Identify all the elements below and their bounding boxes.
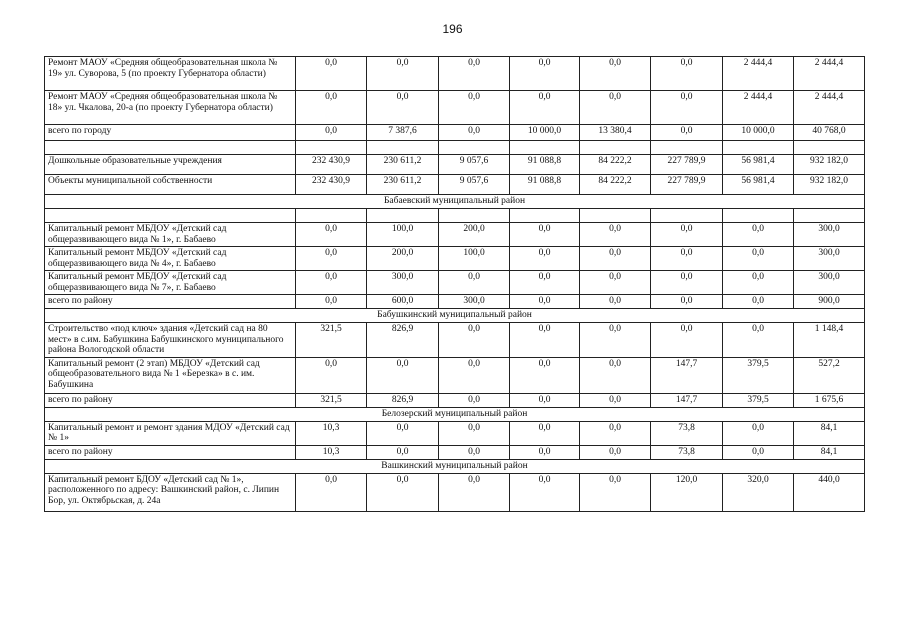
table-row — [45, 57, 865, 91]
value-cell: 40 768,0 — [794, 125, 865, 141]
value-cell: 300,0 — [439, 295, 510, 309]
empty-cell — [510, 141, 580, 155]
empty-cell — [45, 141, 296, 155]
table-row — [45, 91, 865, 125]
value-cell: 0,0 — [367, 91, 439, 125]
value-cell: 0,0 — [510, 57, 580, 91]
value-cell: 0,0 — [651, 271, 723, 295]
empty-cell — [723, 141, 794, 155]
value-cell: 230 611,2 — [367, 175, 439, 195]
empty-cell — [510, 209, 580, 223]
value-cell: 0,0 — [296, 223, 367, 247]
value-cell: 0,0 — [510, 473, 580, 511]
value-cell: 0,0 — [580, 57, 651, 91]
value-cell: 0,0 — [580, 421, 651, 445]
value-cell: 0,0 — [439, 473, 510, 511]
empty-cell — [439, 141, 510, 155]
value-cell: 0,0 — [723, 421, 794, 445]
value-cell: 527,2 — [794, 357, 865, 393]
value-cell: 91 088,8 — [510, 175, 580, 195]
value-cell: 230 611,2 — [367, 155, 439, 175]
row-name: Капитальный ремонт МБДОУ «Детский сад общеразвивающего вида № 4», г. Бабаево — [45, 247, 296, 271]
value-cell: 932 182,0 — [794, 175, 865, 195]
value-cell: 0,0 — [439, 57, 510, 91]
row-name: Капитальный ремонт МБДОУ «Детский сад общеразвивающего вида № 7», г. Бабаево — [45, 271, 296, 295]
value-cell: 0,0 — [510, 357, 580, 393]
section-title: Белозерский муниципальный район — [45, 407, 865, 421]
value-cell: 0,0 — [439, 323, 510, 358]
value-cell: 320,0 — [723, 473, 794, 511]
value-cell: 379,5 — [723, 357, 794, 393]
value-cell: 0,0 — [296, 271, 367, 295]
value-cell: 0,0 — [510, 445, 580, 459]
value-cell: 0,0 — [580, 323, 651, 358]
value-cell: 0,0 — [296, 57, 367, 91]
value-cell: 0,0 — [723, 445, 794, 459]
value-cell: 2 444,4 — [794, 91, 865, 125]
value-cell: 0,0 — [723, 323, 794, 358]
empty-cell — [794, 209, 865, 223]
value-cell: 826,9 — [367, 323, 439, 358]
value-cell: 300,0 — [794, 247, 865, 271]
section-row — [45, 459, 865, 473]
value-cell: 0,0 — [510, 421, 580, 445]
value-cell: 100,0 — [439, 247, 510, 271]
value-cell: 0,0 — [439, 445, 510, 459]
empty-cell — [296, 209, 367, 223]
value-cell: 900,0 — [794, 295, 865, 309]
value-cell: 0,0 — [651, 323, 723, 358]
value-cell: 0,0 — [296, 357, 367, 393]
section-title: Бабушкинский муниципальный район — [45, 309, 865, 323]
empty-cell — [367, 141, 439, 155]
value-cell: 0,0 — [439, 91, 510, 125]
table-row — [45, 323, 865, 358]
row-name: Капитальный ремонт БДОУ «Детский сад № 1», расположенного по адресу: Вашкинский район, с. Липин Бор, ул. Октябрьская, д. 24а — [45, 473, 296, 511]
value-cell: 0,0 — [367, 421, 439, 445]
value-cell: 84,1 — [794, 421, 865, 445]
table-row — [45, 393, 865, 407]
value-cell: 826,9 — [367, 393, 439, 407]
value-cell: 0,0 — [510, 295, 580, 309]
value-cell: 0,0 — [510, 323, 580, 358]
value-cell: 232 430,9 — [296, 155, 367, 175]
value-cell: 0,0 — [439, 357, 510, 393]
row-name: Строительство «под ключ» здания «Детский сад на 80 мест» в с.им. Бабушкина Бабушкинского муниципального района Вологодской области — [45, 323, 296, 358]
empty-cell — [367, 209, 439, 223]
value-cell: 10,3 — [296, 421, 367, 445]
value-cell: 0,0 — [510, 393, 580, 407]
value-cell: 227 789,9 — [651, 175, 723, 195]
table-row — [45, 473, 865, 511]
value-cell: 200,0 — [367, 247, 439, 271]
empty-cell — [651, 209, 723, 223]
value-cell: 147,7 — [651, 393, 723, 407]
value-cell: 0,0 — [510, 271, 580, 295]
section-row — [45, 407, 865, 421]
value-cell: 0,0 — [510, 247, 580, 271]
value-cell: 2 444,4 — [723, 91, 794, 125]
value-cell: 2 444,4 — [723, 57, 794, 91]
value-cell: 9 057,6 — [439, 155, 510, 175]
value-cell: 200,0 — [439, 223, 510, 247]
row-name: всего по району — [45, 295, 296, 309]
table-row — [45, 155, 865, 175]
value-cell: 9 057,6 — [439, 175, 510, 195]
value-cell: 0,0 — [367, 445, 439, 459]
value-cell: 91 088,8 — [510, 155, 580, 175]
value-cell: 227 789,9 — [651, 155, 723, 175]
value-cell: 0,0 — [723, 295, 794, 309]
value-cell: 600,0 — [367, 295, 439, 309]
value-cell: 147,7 — [651, 357, 723, 393]
value-cell: 0,0 — [296, 295, 367, 309]
row-name: Ремонт МАОУ «Средняя общеобразовательная школа № 18» ул. Чкалова, 20-а (по проекту Губернатора области) — [45, 91, 296, 125]
row-name: всего по району — [45, 445, 296, 459]
blank-row — [45, 141, 865, 155]
value-cell: 100,0 — [367, 223, 439, 247]
empty-cell — [651, 141, 723, 155]
table-row — [45, 125, 865, 141]
value-cell: 0,0 — [367, 473, 439, 511]
row-name: всего по городу — [45, 125, 296, 141]
value-cell: 56 981,4 — [723, 155, 794, 175]
value-cell: 120,0 — [651, 473, 723, 511]
table-row — [45, 445, 865, 459]
empty-cell — [580, 209, 651, 223]
value-cell: 73,8 — [651, 421, 723, 445]
value-cell: 0,0 — [580, 247, 651, 271]
table-row — [45, 247, 865, 271]
value-cell: 10 000,0 — [510, 125, 580, 141]
value-cell: 321,5 — [296, 393, 367, 407]
value-cell: 10,3 — [296, 445, 367, 459]
value-cell: 0,0 — [296, 91, 367, 125]
page-number: 196 — [442, 22, 463, 36]
empty-cell — [45, 209, 296, 223]
value-cell: 0,0 — [439, 271, 510, 295]
value-cell: 0,0 — [296, 247, 367, 271]
value-cell: 0,0 — [580, 473, 651, 511]
empty-cell — [296, 141, 367, 155]
budget-table — [44, 56, 865, 512]
value-cell: 440,0 — [794, 473, 865, 511]
value-cell: 0,0 — [580, 357, 651, 393]
value-cell: 2 444,4 — [794, 57, 865, 91]
value-cell: 0,0 — [651, 247, 723, 271]
value-cell: 0,0 — [651, 91, 723, 125]
value-cell: 0,0 — [580, 91, 651, 125]
value-cell: 0,0 — [439, 393, 510, 407]
value-cell: 0,0 — [723, 271, 794, 295]
value-cell: 84 222,2 — [580, 175, 651, 195]
blank-row — [45, 209, 865, 223]
section-title: Вашкинский муниципальный район — [45, 459, 865, 473]
empty-cell — [723, 209, 794, 223]
table-row — [45, 421, 865, 445]
value-cell: 300,0 — [367, 271, 439, 295]
value-cell: 0,0 — [580, 223, 651, 247]
row-name: Капитальный ремонт МБДОУ «Детский сад общеразвивающего вида № 1», г. Бабаево — [45, 223, 296, 247]
value-cell: 7 387,6 — [367, 125, 439, 141]
row-name: Объекты муниципальной собственности — [45, 175, 296, 195]
value-cell: 379,5 — [723, 393, 794, 407]
value-cell: 84,1 — [794, 445, 865, 459]
value-cell: 0,0 — [510, 223, 580, 247]
value-cell: 0,0 — [651, 295, 723, 309]
empty-cell — [439, 209, 510, 223]
value-cell: 56 981,4 — [723, 175, 794, 195]
table-row — [45, 175, 865, 195]
value-cell: 321,5 — [296, 323, 367, 358]
row-name: Капитальный ремонт (2 этап) МБДОУ «Детский сад общеобразовательного вида № 1 «Березка» в с. им. Бабушкина — [45, 357, 296, 393]
value-cell: 0,0 — [367, 357, 439, 393]
value-cell: 932 182,0 — [794, 155, 865, 175]
empty-cell — [794, 141, 865, 155]
value-cell: 0,0 — [723, 223, 794, 247]
table-row — [45, 271, 865, 295]
value-cell: 232 430,9 — [296, 175, 367, 195]
value-cell: 0,0 — [296, 473, 367, 511]
table-row — [45, 223, 865, 247]
value-cell: 73,8 — [651, 445, 723, 459]
value-cell: 0,0 — [580, 393, 651, 407]
value-cell: 0,0 — [651, 125, 723, 141]
table-row — [45, 357, 865, 393]
value-cell: 300,0 — [794, 271, 865, 295]
row-name: Капитальный ремонт и ремонт здания МДОУ «Детский сад № 1» — [45, 421, 296, 445]
section-row — [45, 309, 865, 323]
row-name: Ремонт МАОУ «Средняя общеобразовательная школа № 19» ул. Суворова, 5 (по проекту Губернатора области) — [45, 57, 296, 91]
value-cell: 0,0 — [367, 57, 439, 91]
value-cell: 0,0 — [580, 295, 651, 309]
section-title: Бабаевский муниципальный район — [45, 195, 865, 209]
value-cell: 300,0 — [794, 223, 865, 247]
value-cell: 0,0 — [510, 91, 580, 125]
section-row — [45, 195, 865, 209]
value-cell: 0,0 — [651, 57, 723, 91]
row-name: всего по району — [45, 393, 296, 407]
value-cell: 1 148,4 — [794, 323, 865, 358]
value-cell: 0,0 — [723, 247, 794, 271]
value-cell: 13 380,4 — [580, 125, 651, 141]
value-cell: 0,0 — [651, 223, 723, 247]
value-cell: 0,0 — [580, 271, 651, 295]
table-row — [45, 295, 865, 309]
value-cell: 1 675,6 — [794, 393, 865, 407]
value-cell: 10 000,0 — [723, 125, 794, 141]
value-cell: 0,0 — [439, 125, 510, 141]
value-cell: 0,0 — [296, 125, 367, 141]
value-cell: 0,0 — [580, 445, 651, 459]
empty-cell — [580, 141, 651, 155]
value-cell: 84 222,2 — [580, 155, 651, 175]
row-name: Дошкольные образовательные учреждения — [45, 155, 296, 175]
value-cell: 0,0 — [439, 421, 510, 445]
